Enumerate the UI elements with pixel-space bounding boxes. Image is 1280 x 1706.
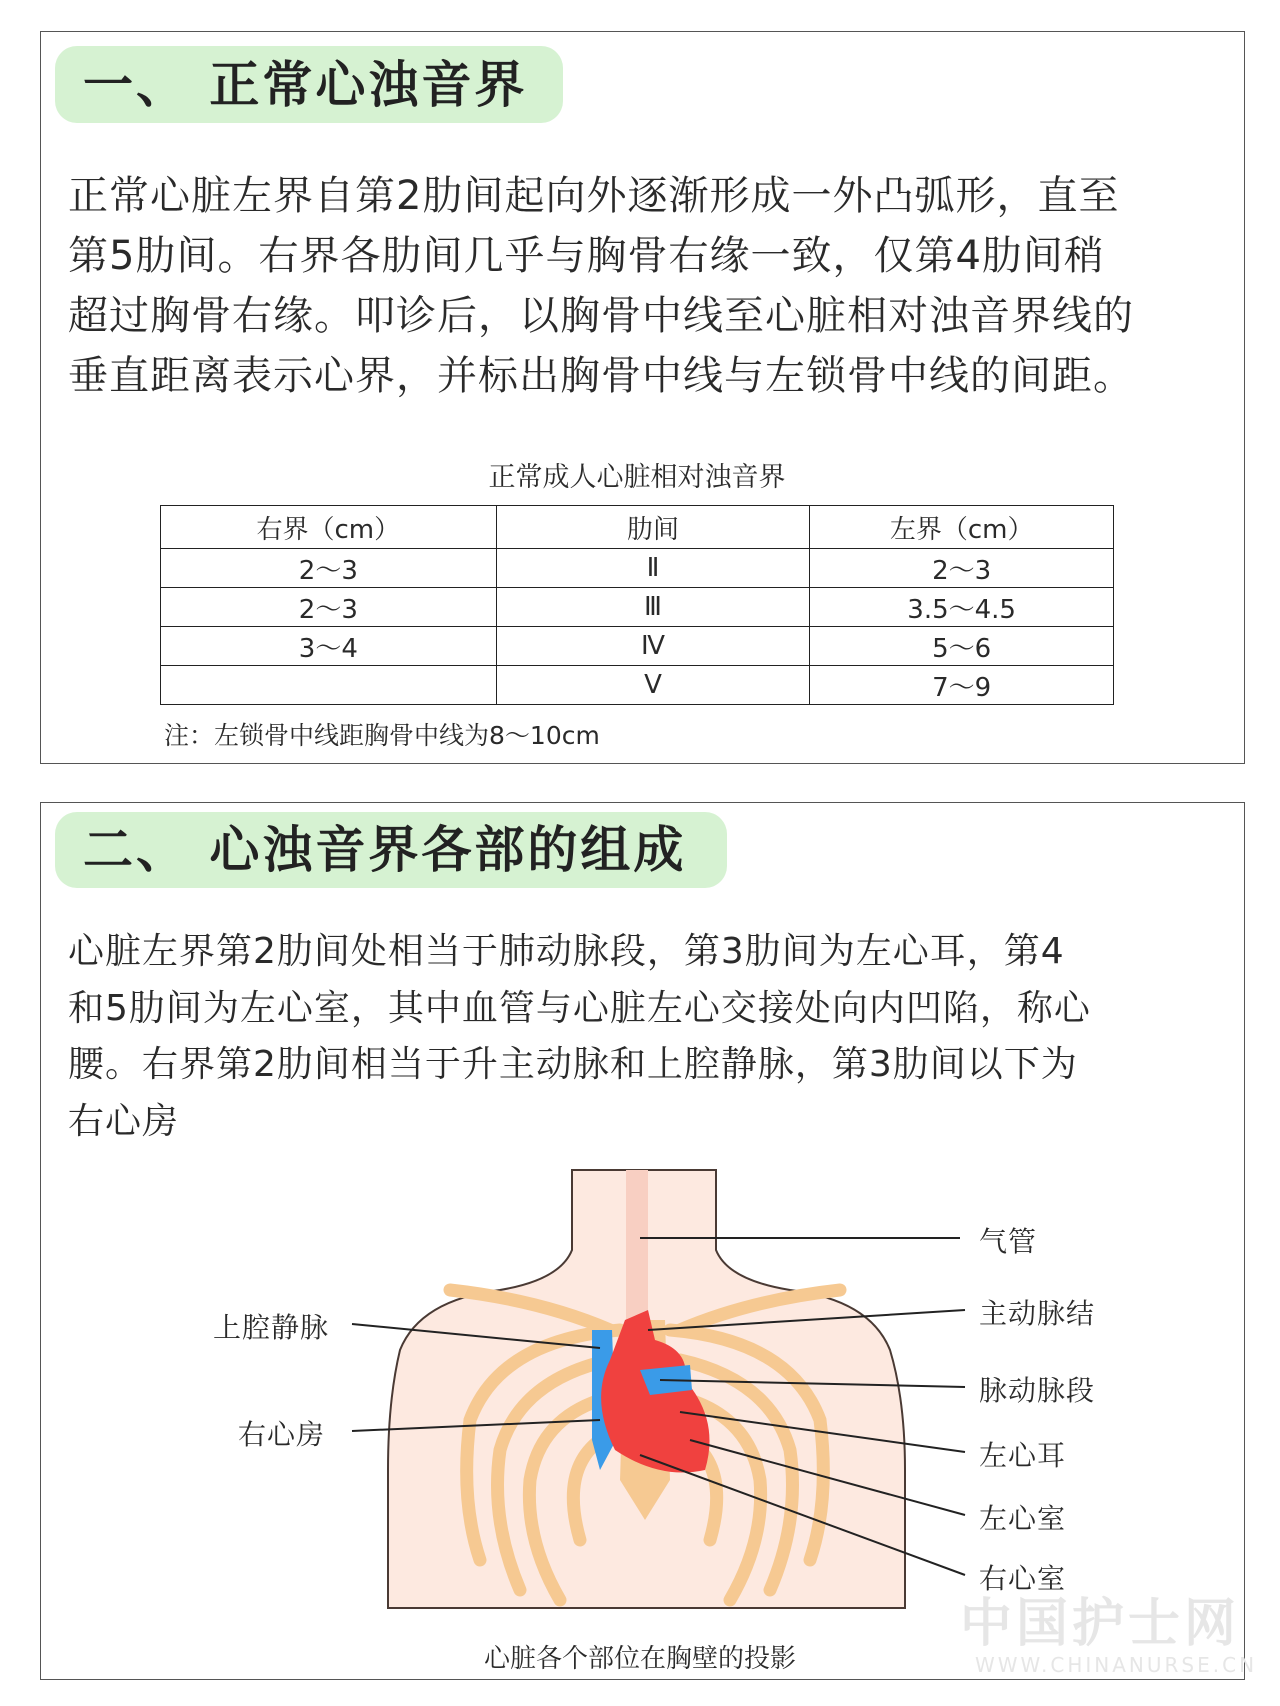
- header-cell: 肋间: [496, 506, 810, 549]
- table-cell: Ⅳ: [496, 627, 810, 666]
- table-cell: Ⅴ: [496, 666, 810, 705]
- label-left-ventricle: 左心室: [979, 1502, 1067, 1535]
- label-pulmonary-segment: 脉动脉段: [979, 1374, 1096, 1407]
- paragraph-line: 超过胸骨右缘。叩诊后，以胸骨中线至心脏相对浊音界线的: [68, 293, 1134, 339]
- paragraph-line: 和5肋间为左心室，其中血管与心脏左心交接处向内凹陷，称心: [68, 987, 1091, 1029]
- header-cell: 右界（cm）: [161, 506, 497, 549]
- header-cell: 左界（cm）: [810, 506, 1114, 549]
- paragraph-line: 正常心脏左界自第2肋间起向外逐渐形成一外凸弧形，直至: [68, 173, 1120, 219]
- paragraph-line: 心脏左界第2肋间处相当于肺动脉段，第3肋间为左心耳，第4: [68, 931, 1065, 972]
- label-right-ventricle: 右心室: [979, 1562, 1067, 1595]
- label-superior-vena-cava: 上腔静脉: [213, 1311, 330, 1344]
- table-caption: 正常成人心脏相对浊音界: [488, 462, 786, 493]
- table-cell: 2～3: [161, 549, 497, 588]
- label-aortic-knob: 主动脉结: [979, 1297, 1096, 1330]
- section-1-title: 一、 正常心浊音界: [55, 46, 563, 123]
- paragraph-line: 右心房: [68, 1100, 180, 1142]
- label-trachea: 气管: [979, 1225, 1038, 1258]
- table-cell: 3～4: [161, 627, 497, 666]
- section-2-title: 二、 心浊音界各部的组成: [55, 812, 727, 888]
- paragraph-line: 垂直距离表示心界，并标出胸骨中线与左锁骨中线的间距。: [68, 353, 1134, 399]
- table-cell: Ⅲ: [496, 588, 810, 627]
- figure-caption: 心脏各个部位在胸壁的投影: [483, 1644, 796, 1674]
- table-cell: 3.5～4.5: [810, 588, 1114, 627]
- table-cell: 2～3: [161, 588, 497, 627]
- table-cell: Ⅱ: [496, 549, 810, 588]
- watermark-url: WWW.CHINANURSE.CN: [975, 1653, 1258, 1677]
- table-cell: 7～9: [810, 666, 1114, 705]
- table-cell: 5～6: [810, 627, 1114, 666]
- label-right-atrium: 右心房: [238, 1418, 326, 1451]
- paragraph-line: 第5肋间。右界各肋间几乎与胸骨右缘一致，仅第4肋间稍: [68, 233, 1105, 279]
- label-left-auricle: 左心耳: [979, 1439, 1067, 1472]
- table-cell: 2～3: [810, 549, 1114, 588]
- watermark-logo: 中国护士网: [960, 1594, 1241, 1654]
- paragraph-line: 腰。右界第2肋间相当于升主动脉和上腔静脉，第3肋间以下为: [68, 1044, 1078, 1085]
- table-note: 注：左锁骨中线距胸骨中线为8～10cm: [164, 721, 600, 750]
